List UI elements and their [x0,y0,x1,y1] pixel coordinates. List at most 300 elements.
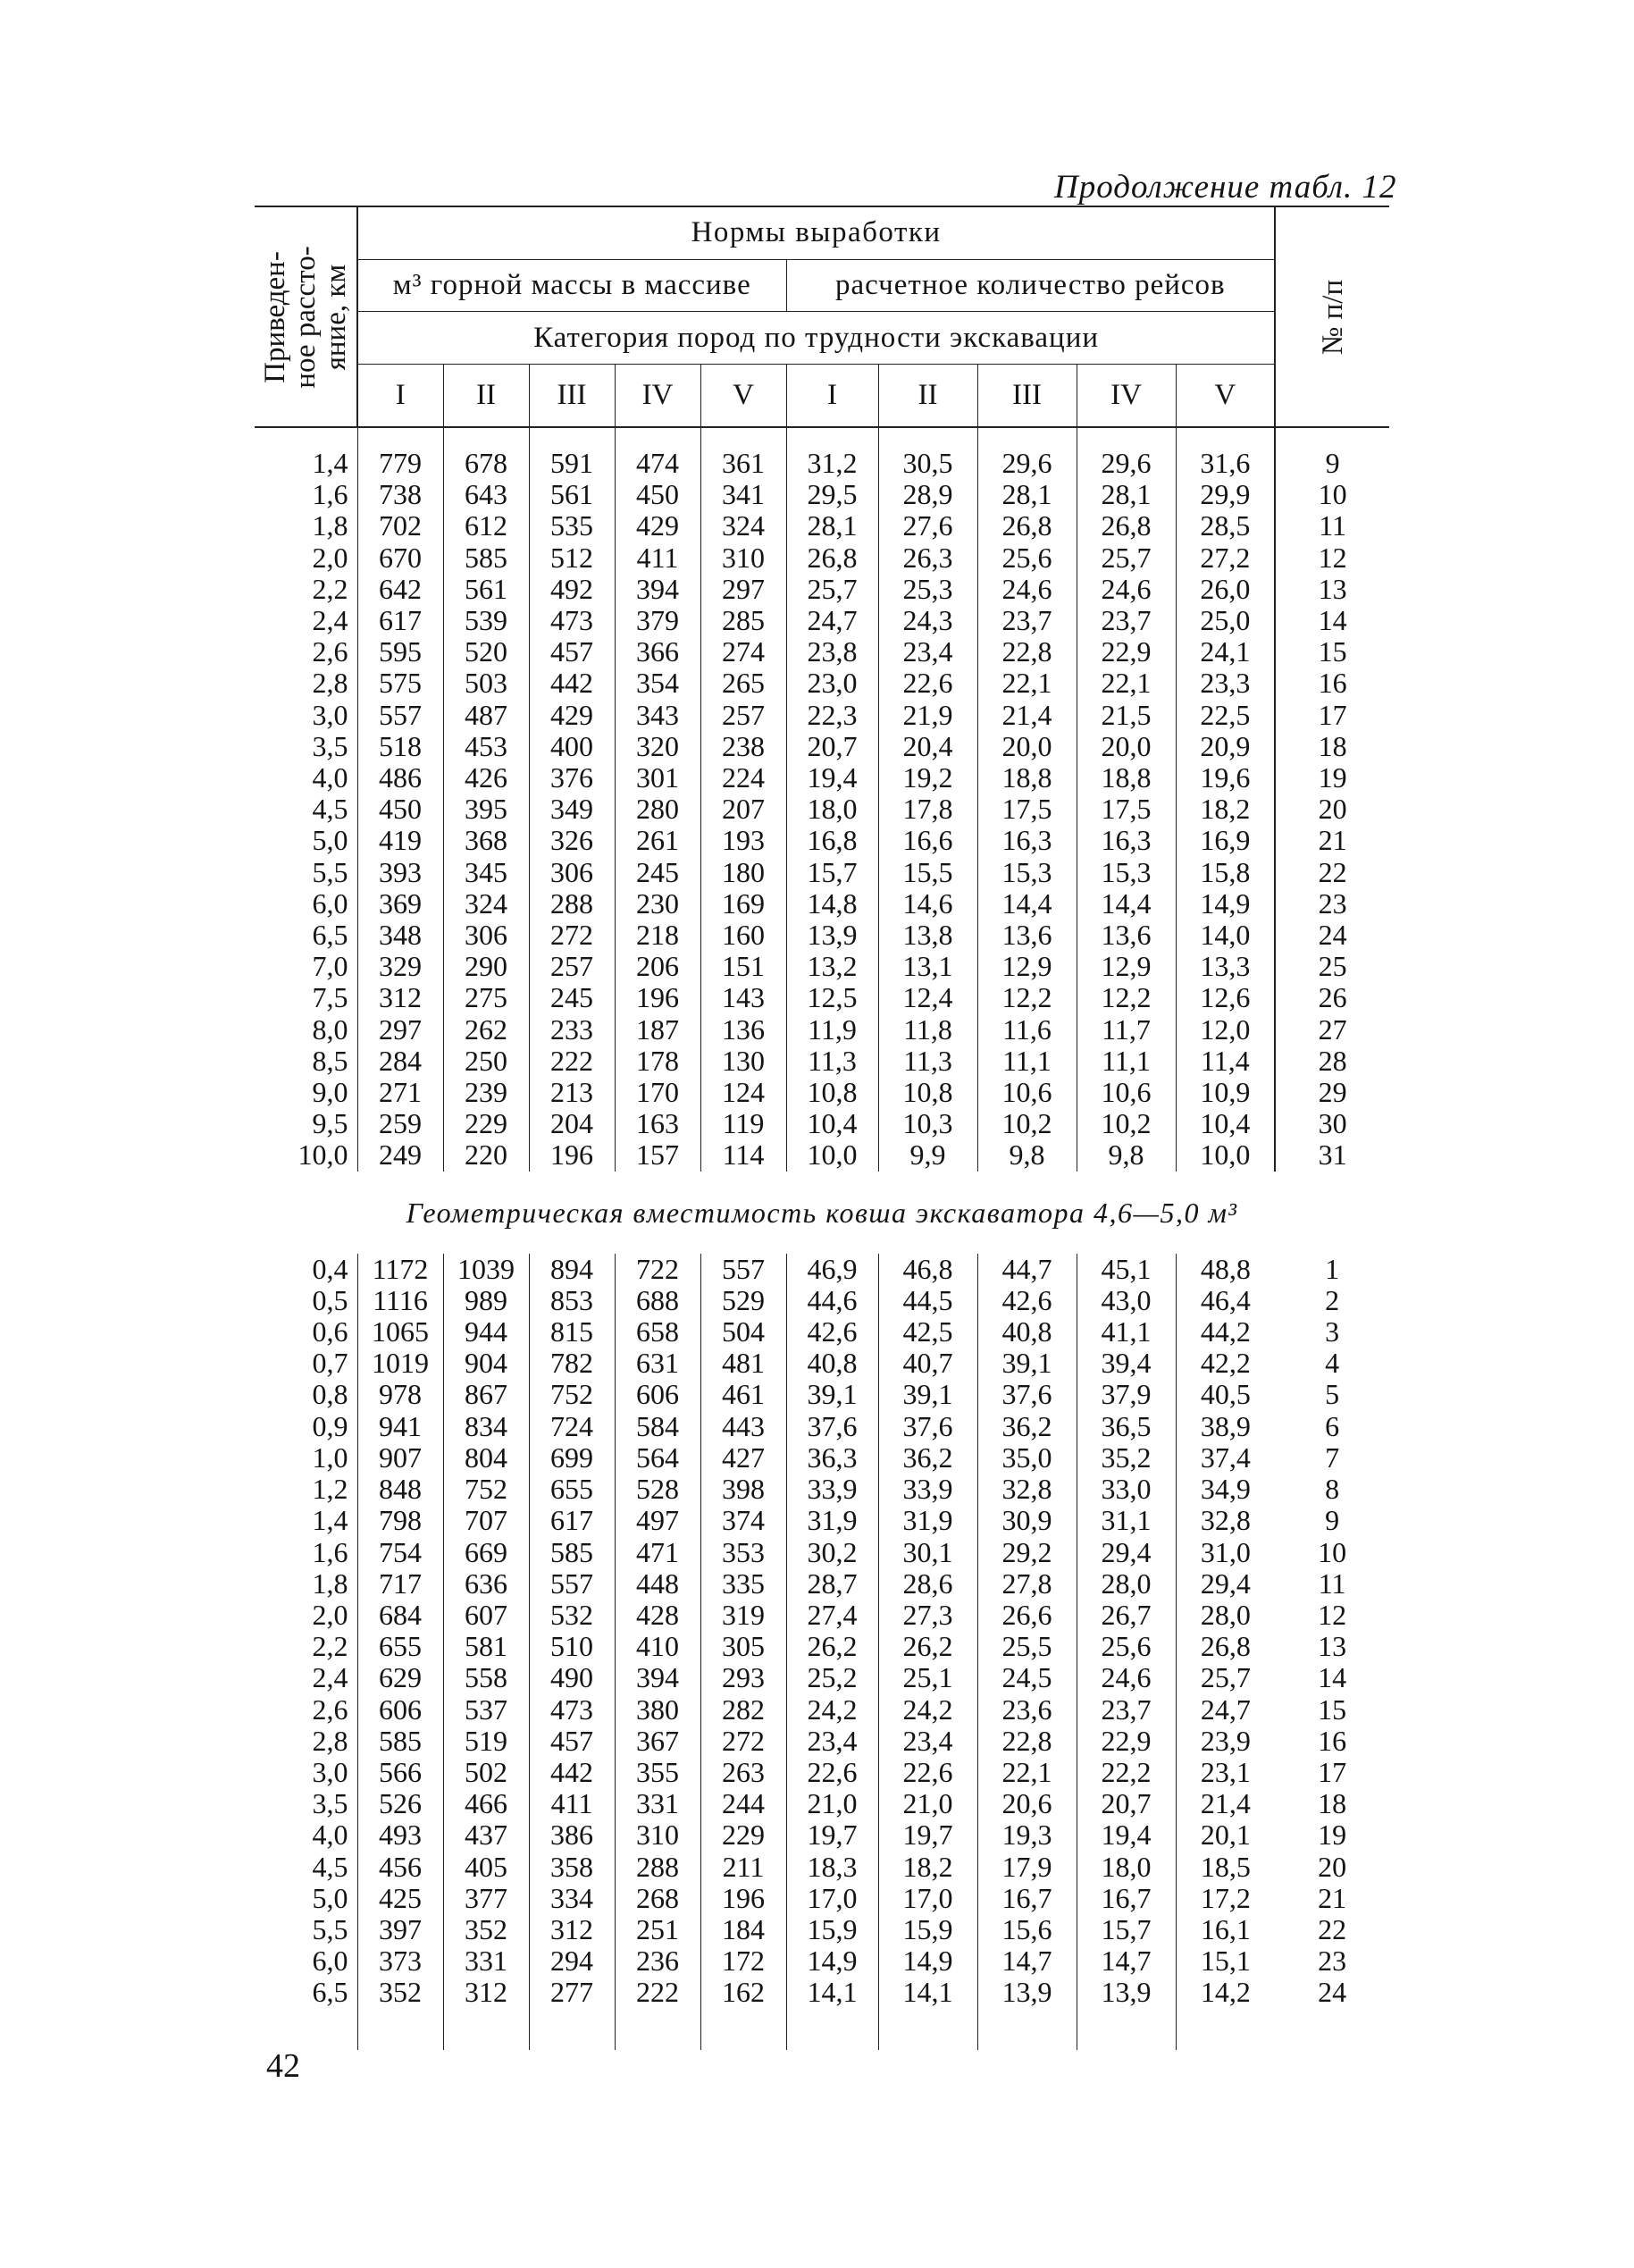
table-cell: 187 [636,1012,679,1046]
table-cell: 14,4 [1001,886,1052,920]
table-cell: 904 [465,1347,507,1380]
table-cell: 575 [379,667,422,700]
volume-cat-4-column [615,1254,700,2050]
table-cell: 453 [465,729,507,762]
table-cell: 17,5 [1101,793,1152,826]
table-cell: 233 [550,1012,593,1046]
table-cell: 259 [379,1107,422,1140]
table-cell: 22,6 [902,1755,953,1788]
table-cell: 10,6 [1001,1076,1052,1109]
table-cell: 1,8 [312,509,348,542]
table-cell: 11 [1319,509,1347,542]
table-cell: 29,4 [1200,1567,1251,1600]
table-cell: 377 [465,1881,507,1914]
table-cell: 1,4 [312,1504,348,1537]
table-cell: 17,0 [902,1881,953,1914]
table-header [255,206,1389,427]
table-cell: 31,9 [807,1504,858,1537]
table-cell: 410 [636,1630,679,1663]
table-cell: 169 [722,886,765,920]
table-cell: 257 [550,950,593,983]
table-cell: 306 [465,919,507,952]
table-cell: 25,2 [807,1661,858,1694]
table-cell: 2 [1325,1283,1340,1316]
table-cell: 6,0 [312,886,348,920]
table-cell: 397 [379,1912,422,1945]
table-cell: 41,1 [1101,1315,1152,1348]
distance-column [255,1254,357,2050]
table-cell: 944 [465,1315,507,1348]
table-cell: 429 [550,698,593,731]
table-cell: 493 [379,1819,422,1852]
table-cell: 3,5 [312,1787,348,1820]
table-cell: 14,0 [1200,919,1251,952]
table-cell: 22,5 [1200,698,1251,731]
table-cell: 12,2 [1101,981,1152,1014]
table-cell: 12 [1318,541,1347,574]
table-cell: 119 [722,1107,765,1140]
table-cell: 376 [550,761,593,794]
table-cell: 40,5 [1200,1378,1251,1411]
table-cell: 722 [636,1252,679,1285]
table-cell: 16,1 [1200,1912,1251,1945]
table-cell: 16,9 [1200,824,1251,857]
table-cell: 22,1 [1001,1755,1052,1788]
table-cell: 13,6 [1001,919,1052,952]
table-cell: 25,1 [902,1661,953,1694]
table-cell: 335 [722,1567,765,1600]
table-cell: 236 [636,1945,679,1978]
table-cell: 752 [465,1473,507,1506]
table-cell: 5,0 [312,1881,348,1914]
table-cell: 23,4 [807,1724,858,1757]
norms-table-page [255,206,1389,2050]
table-cell: 151 [722,950,765,983]
table-cell: 394 [636,1661,679,1694]
table-cell: 497 [636,1504,679,1537]
table-cell: 196 [550,1138,593,1172]
table-cell: 10,0 [807,1138,858,1172]
table-cell: 43,0 [1101,1283,1152,1316]
table-cell: 16,8 [807,824,858,857]
table-cell: 14,7 [1001,1945,1052,1978]
table-cell: 37,6 [1001,1378,1052,1411]
category-header: Категория пород по трудности экскавации [357,312,1275,365]
table-cell: 9 [1325,1504,1340,1537]
table-cell: 16,3 [1001,824,1052,857]
distance-column-header [255,206,357,427]
table-cell: 585 [379,1724,422,1757]
category-label: III [529,364,615,427]
table-cell: 457 [550,1724,593,1757]
table-cell: 9,5 [312,1107,348,1140]
table-cell: 16 [1318,1724,1347,1757]
table-cell: 367 [636,1724,679,1757]
table-cell: 297 [722,572,765,605]
table-cell: 26,8 [1101,509,1152,542]
table-cell: 815 [550,1315,593,1348]
table-cell: 798 [379,1504,422,1537]
table-cell: 21,0 [807,1787,858,1820]
distance-header-line: ное рассто- [289,245,322,389]
table-cell: 13,8 [902,919,953,952]
table-cell: 14,8 [807,886,858,920]
table-cell: 16,3 [1101,824,1152,857]
table-cell: 18,5 [1200,1850,1251,1883]
table-cell: 717 [379,1567,422,1600]
table-cell: 655 [379,1630,422,1663]
table-cell: 23,4 [902,635,953,668]
table-cell: 222 [636,1976,679,2009]
table-cell: 28,0 [1101,1567,1152,1600]
table-cell: 18,2 [1200,793,1251,826]
table-cell: 2,4 [312,1661,348,1694]
table-cell: 19,6 [1200,761,1251,794]
table-cell: 34,9 [1200,1473,1251,1506]
table-cell: 411 [636,541,679,574]
table-cell: 39,1 [902,1378,953,1411]
table-cell: 274 [722,635,765,668]
table-cell: 31,2 [807,447,858,479]
table-cell: 427 [722,1441,765,1474]
table-cell: 702 [379,509,422,542]
table-cell: 124 [722,1076,765,1109]
table-cell: 361 [722,447,765,479]
table-cell: 11,1 [1102,1044,1151,1077]
table-cell: 14,9 [807,1945,858,1978]
table-cell: 1065 [372,1315,429,1348]
table-cell: 229 [722,1819,765,1852]
table-cell: 306 [550,855,593,888]
table-cell: 5 [1325,1378,1340,1411]
volume-cat-3-column [529,448,615,1172]
table-cell: 21 [1318,824,1347,857]
table-cell: 1,6 [312,1535,348,1568]
table-cell: 285 [722,604,765,637]
table-cell: 21,9 [902,698,953,731]
table-cell: 290 [465,950,507,983]
table-cell: 10 [1318,1535,1347,1568]
table-cell: 11,1 [1002,1044,1052,1077]
table-cell: 1019 [372,1347,429,1380]
table-cell: 16,6 [902,824,953,857]
table-cell: 2,2 [312,1630,348,1663]
table-cell: 655 [550,1473,593,1506]
table-cell: 481 [722,1347,765,1380]
table-cell: 32,8 [1001,1473,1052,1506]
table-cell: 4,0 [312,1819,348,1852]
volume-cat-2-column [443,448,529,1172]
table-cell: 27,6 [902,509,953,542]
table-cell: 28,5 [1200,509,1251,542]
table-cell: 23,6 [1001,1693,1052,1726]
table-cell: 532 [550,1598,593,1631]
table-cell: 22,1 [1101,667,1152,700]
table-cell: 380 [636,1693,679,1726]
table-cell: 6,5 [312,919,348,952]
table-cell: 0,6 [312,1315,348,1348]
table-cell: 26,2 [902,1630,953,1663]
table-cell: 15,7 [1101,1912,1152,1945]
table-cell: 1,0 [312,1441,348,1474]
table-cell: 31,6 [1200,447,1251,479]
table-cell: 42,2 [1200,1347,1251,1380]
table-cell: 28,1 [1101,478,1152,511]
table-cell: 1039 [457,1252,515,1285]
table-cell: 17,0 [807,1881,858,1914]
table-cell: 1,4 [312,447,348,479]
norms-table [255,206,1389,2050]
table-cell: 398 [722,1473,765,1506]
table-cell: 848 [379,1473,422,1506]
table-cell: 20,9 [1200,729,1251,762]
table-cell: 20,7 [807,729,858,762]
table-cell: 11,3 [808,1044,857,1077]
table-cell: 669 [465,1535,507,1568]
table-cell: 21,0 [902,1787,953,1820]
table-cell: 32,8 [1200,1504,1251,1537]
table-cell: 528 [636,1473,679,1506]
table-cell: 15,7 [807,855,858,888]
table-cell: 280 [636,793,679,826]
table-cell: 244 [722,1787,765,1820]
table-cell: 29,6 [1101,447,1152,479]
table-cell: 585 [550,1535,593,1568]
table-cell: 405 [465,1850,507,1883]
table-cell: 37,4 [1200,1441,1251,1474]
table-cell: 28,1 [1001,478,1052,511]
table-cell: 20,4 [902,729,953,762]
table-cell: 612 [465,509,507,542]
table-cell: 629 [379,1661,422,1694]
table-cell: 31,0 [1200,1535,1251,1568]
table-cell: 213 [550,1076,593,1109]
category-label: III [977,364,1077,427]
table-cell: 46,9 [807,1252,858,1285]
table-cell: 40,8 [807,1347,858,1380]
table-cell: 24 [1318,919,1347,952]
volume-header: м³ горной массы в массиве [357,259,786,312]
table-cell: 13 [1318,572,1347,605]
distance-header-line: яние, км [320,264,352,370]
table-cell: 33,0 [1101,1473,1152,1506]
table-continuation-caption: Продолжение табл. 12 [1054,169,1397,206]
table-cell: 15,9 [807,1912,858,1945]
table-cell: 160 [722,919,765,952]
table-cell: 353 [722,1535,765,1568]
table-cell: 13,9 [1101,1976,1152,2009]
table-cell: 13,2 [807,950,858,983]
table-cell: 10,6 [1101,1076,1152,1109]
table-cell: 263 [722,1755,765,1788]
table-cell: 262 [465,1012,507,1046]
table-cell: 30,2 [807,1535,858,1568]
table-cell: 22,9 [1101,635,1152,668]
table-cell: 419 [379,824,422,857]
table-cell: 607 [465,1598,507,1631]
table-cell: 19,3 [1001,1819,1052,1852]
table-cell: 261 [636,824,679,857]
table-cell: 22,8 [1001,635,1052,668]
table-cell: 257 [722,698,765,731]
table-cell: 20 [1318,793,1347,826]
table-cell: 265 [722,667,765,700]
table-cell: 606 [636,1378,679,1411]
table-cell: 853 [550,1283,593,1316]
table-cell: 12,5 [807,981,858,1014]
table-cell: 31 [1318,1138,1347,1172]
table-cell: 978 [379,1378,422,1411]
table-cell: 24,6 [1101,1661,1152,1694]
table-cell: 19,7 [807,1819,858,1852]
table-cell: 18,8 [1101,761,1152,794]
table-cell: 11,9 [808,1012,857,1046]
category-label: IV [615,364,700,427]
table-cell: 46,4 [1200,1283,1251,1316]
table-cell: 178 [636,1044,679,1077]
table-cell: 24,6 [1101,572,1152,605]
table-cell: 631 [636,1347,679,1380]
table-cell: 224 [722,761,765,794]
table-cell: 539 [465,604,507,637]
table-cell: 584 [636,1409,679,1442]
table-cell: 272 [722,1724,765,1757]
table-cell: 457 [550,635,593,668]
category-label: I [357,364,443,427]
table-cell: 37,6 [807,1409,858,1442]
table-cell: 2,0 [312,541,348,574]
table-cell: 341 [722,478,765,511]
table-cell: 12,2 [1001,981,1052,1014]
category-label: V [700,364,786,427]
table-cell: 9,8 [1009,1138,1045,1172]
table-cell: 36,2 [1001,1409,1052,1442]
table-cell: 130 [722,1044,765,1077]
table-cell: 512 [550,541,593,574]
table-cell: 35,0 [1001,1441,1052,1474]
table-cell: 30,9 [1001,1504,1052,1537]
volume-cat-2-column [443,1254,529,2050]
trips-cat-5-column [1176,448,1275,1172]
table-cell: 699 [550,1441,593,1474]
table-cell: 319 [722,1598,765,1631]
table-cell: 2,6 [312,635,348,668]
table-cell: 14,9 [902,1945,953,1978]
table-cell: 29 [1318,1076,1347,1109]
table-cell: 16 [1318,667,1347,700]
table-cell: 561 [550,478,593,511]
table-cell: 10,2 [1001,1107,1052,1140]
section-title: Геометрическая вместимость ковша экскаватора 4,6—5,0 м³ [406,1196,1238,1229]
data-block-2 [255,1254,1389,2050]
table-cell: 14 [1318,604,1347,637]
table-cell: 4,5 [312,1850,348,1883]
table-cell: 14,6 [902,886,953,920]
table-cell: 26,2 [807,1630,858,1663]
table-cell: 27,4 [807,1598,858,1631]
table-cell: 989 [465,1283,507,1316]
table-cell: 24,3 [902,604,953,637]
table-cell: 324 [722,509,765,542]
table-cell: 519 [465,1724,507,1757]
table-cell: 1,6 [312,478,348,511]
table-cell: 15,9 [902,1912,953,1945]
table-cell: 207 [722,793,765,826]
table-cell: 222 [550,1044,593,1077]
table-cell: 518 [379,729,422,762]
table-cell: 14,1 [902,1976,953,2009]
norms-header: Нормы выработки [357,206,1275,259]
table-cell: 15 [1318,635,1347,668]
table-cell: 8,5 [312,1044,348,1077]
table-cell: 245 [550,981,593,1014]
table-cell: 503 [465,667,507,700]
table-cell: 312 [379,981,422,1014]
table-cell: 8 [1325,1473,1340,1506]
table-cell: 301 [636,761,679,794]
trips-cat-2-column [878,1254,977,2050]
table-cell: 23,7 [1101,604,1152,637]
table-cell: 24,6 [1001,572,1052,605]
table-cell: 724 [550,1409,593,1442]
table-cell: 450 [636,478,679,511]
table-cell: 27,8 [1001,1567,1052,1600]
table-cell: 28,7 [807,1567,858,1600]
table-cell: 21 [1318,1881,1347,1914]
table-cell: 442 [550,1755,593,1788]
table-cell: 206 [636,950,679,983]
table-cell: 193 [722,824,765,857]
trips-cat-3-column [977,1254,1077,2050]
table-cell: 16,7 [1001,1881,1052,1914]
table-cell: 13,9 [807,919,858,952]
table-cell: 23,8 [807,635,858,668]
category-label: II [443,364,529,427]
table-cell: 345 [465,855,507,888]
table-cell: 27,3 [902,1598,953,1631]
table-cell: 10,4 [1200,1107,1251,1140]
table-cell: 566 [379,1755,422,1788]
trips-cat-2-column [878,448,977,1172]
table-cell: 894 [550,1252,593,1285]
table-cell: 19,4 [807,761,858,794]
table-cell: 2,8 [312,1724,348,1757]
table-cell: 349 [550,793,593,826]
table-cell: 180 [722,855,765,888]
table-cell: 25,7 [807,572,858,605]
table-cell: 218 [636,919,679,952]
table-cell: 684 [379,1598,422,1631]
table-cell: 0,9 [312,1409,348,1442]
table-cell: 535 [550,509,593,542]
table-cell: 9,8 [1108,1138,1144,1172]
table-cell: 411 [550,1787,593,1820]
table-cell: 25,0 [1200,604,1251,637]
table-cell: 487 [465,698,507,731]
table-cell: 31,1 [1101,1504,1152,1537]
table-cell: 22,3 [807,698,858,731]
table-cell: 369 [379,886,422,920]
table-cell: 23,1 [1200,1755,1251,1788]
table-cell: 24,7 [807,604,858,637]
table-cell: 48,8 [1200,1252,1251,1285]
table-cell: 10,2 [1101,1107,1152,1140]
table-cell: 678 [465,447,507,479]
table-cell: 3,5 [312,729,348,762]
table-cell: 23 [1318,1945,1347,1978]
table-cell: 15 [1318,1693,1347,1726]
table-cell: 163 [636,1107,679,1140]
